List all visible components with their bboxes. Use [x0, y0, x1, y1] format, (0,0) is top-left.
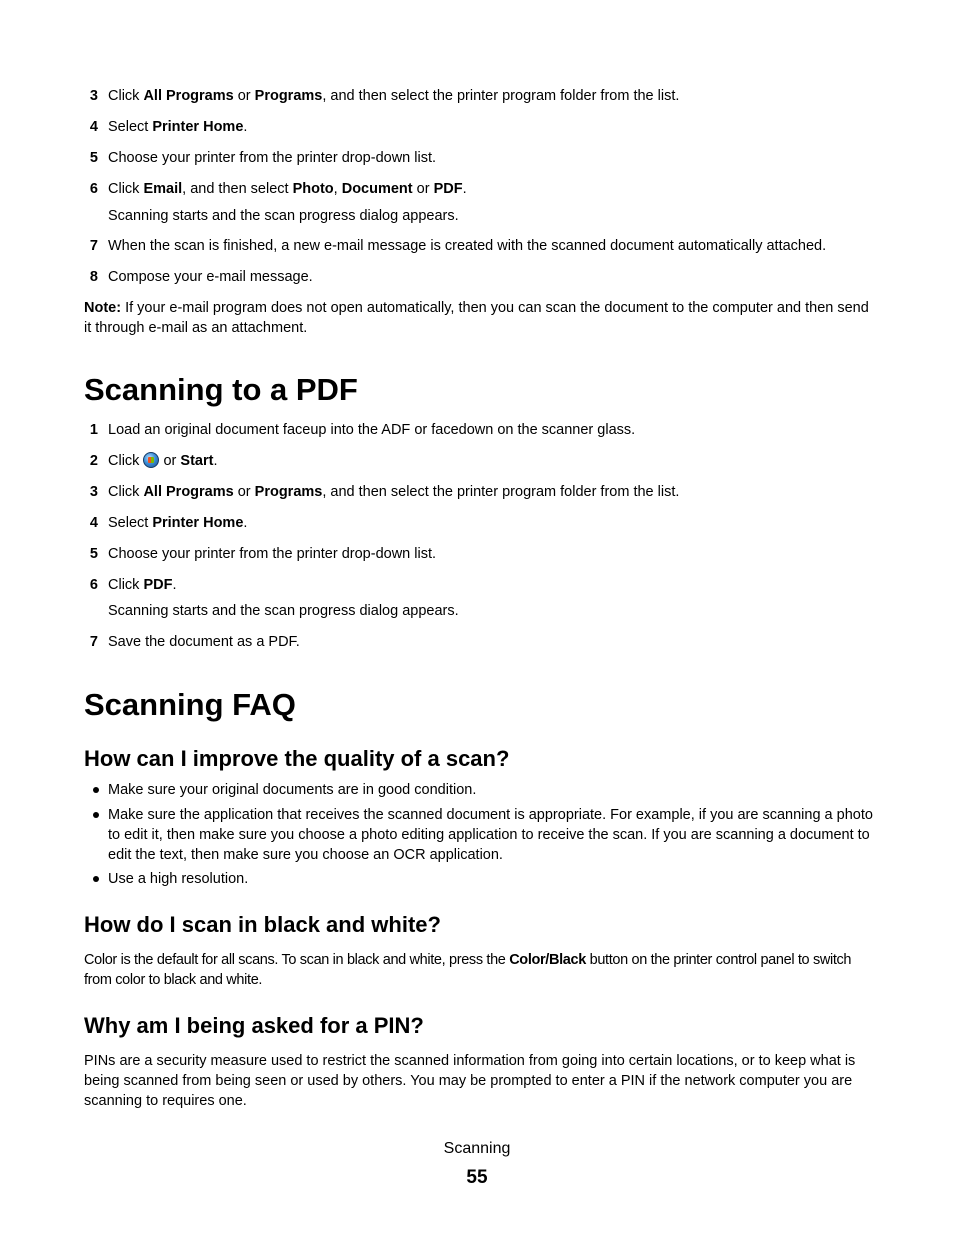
windows-start-orb-icon — [143, 452, 159, 468]
step-number: 3 — [89, 88, 98, 104]
footer-page-number: 55 — [466, 1167, 488, 1188]
step-6-top-result: Scanning starts and the scan progress dialog appears. — [108, 208, 459, 224]
step-number: 4 — [89, 515, 98, 531]
step-text: When the scan is finished, a new e-mail message is created with the scanned document automatically attached. — [108, 238, 827, 254]
step-text: Click PDF. — [108, 577, 177, 593]
step-text: Click Email, and then select Photo, Document or PDF. — [108, 181, 467, 197]
step-number: 6 — [89, 577, 98, 593]
step-text: Select Printer Home. — [108, 119, 248, 135]
faq-q1-bullet: Make sure your original documents are in good condition. — [84, 780, 874, 800]
step-text: Click or Start. — [108, 453, 218, 469]
step-text: Save the document as a PDF. — [108, 634, 300, 650]
step-text: Click All Programs or Programs, and then select the printer program folder from the list. — [108, 88, 680, 104]
faq-q2-heading: How do I scan in black and white? — [84, 912, 441, 937]
note-text: If your e-mail program does not open automatically, then you can scan the document to the computer and then send it through e-mail as an attachment. — [84, 300, 869, 336]
step-number: 7 — [89, 634, 98, 650]
faq-q1-bullet: Make sure the application that receives the scanned document is appropriate. For example, if you are scanning a photo to edit it, then make sure you choose a photo editing application to receive the scan. If you are scanning a document to edit the text, then make sure you choose an OCR application. — [84, 805, 874, 865]
section-heading-scanning-faq: Scanning FAQ — [84, 687, 296, 722]
bullet-dot — [93, 787, 99, 793]
section-heading-scanning-to-pdf: Scanning to a PDF — [84, 372, 358, 407]
step-number: 7 — [89, 238, 98, 254]
step-text: Compose your e-mail message. — [108, 269, 313, 285]
step-number: 6 — [89, 181, 98, 197]
bullet-dot — [93, 812, 99, 818]
step-number: 4 — [89, 119, 98, 135]
step-number: 5 — [89, 150, 98, 166]
note-label: Note: — [84, 300, 122, 316]
faq-q3-heading: Why am I being asked for a PIN? — [84, 1013, 424, 1038]
step-number: 8 — [89, 269, 98, 285]
faq-q1-bullet: Use a high resolution. — [84, 869, 874, 889]
step-text: Choose your printer from the printer drop-down list. — [108, 546, 437, 562]
step-text: Click All Programs or Programs, and then select the printer program folder from the list. — [108, 484, 680, 500]
faq-q3-answer: PINs are a security measure used to restrict the scanned information from going into certain locations, or to keep what is being scanned from being seen or used by others. You may be prompted to enter a PIN if the network computer you are scanning to requires one. — [84, 1053, 856, 1109]
step-number: 2 — [89, 453, 98, 469]
step-number: 3 — [89, 484, 98, 500]
step-number: 5 — [89, 546, 98, 562]
bullet-dot — [93, 876, 99, 882]
pdf-step-6-result: Scanning starts and the scan progress dialog appears. — [108, 603, 459, 619]
step-text: Load an original document faceup into the ADF or facedown on the scanner glass. — [108, 422, 636, 438]
step-number: 1 — [89, 422, 98, 438]
step-text: Choose your printer from the printer drop-down list. — [108, 150, 437, 166]
footer-section-name: Scanning — [443, 1140, 511, 1157]
step-text: Select Printer Home. — [108, 515, 248, 531]
faq-q1-heading: How can I improve the quality of a scan? — [84, 746, 510, 771]
faq-q2-answer: Color is the default for all scans. To scan in black and white, press the Color/Black button on the printer control panel to switch from color to black and white. — [84, 952, 852, 988]
note-paragraph — [84, 298, 874, 338]
